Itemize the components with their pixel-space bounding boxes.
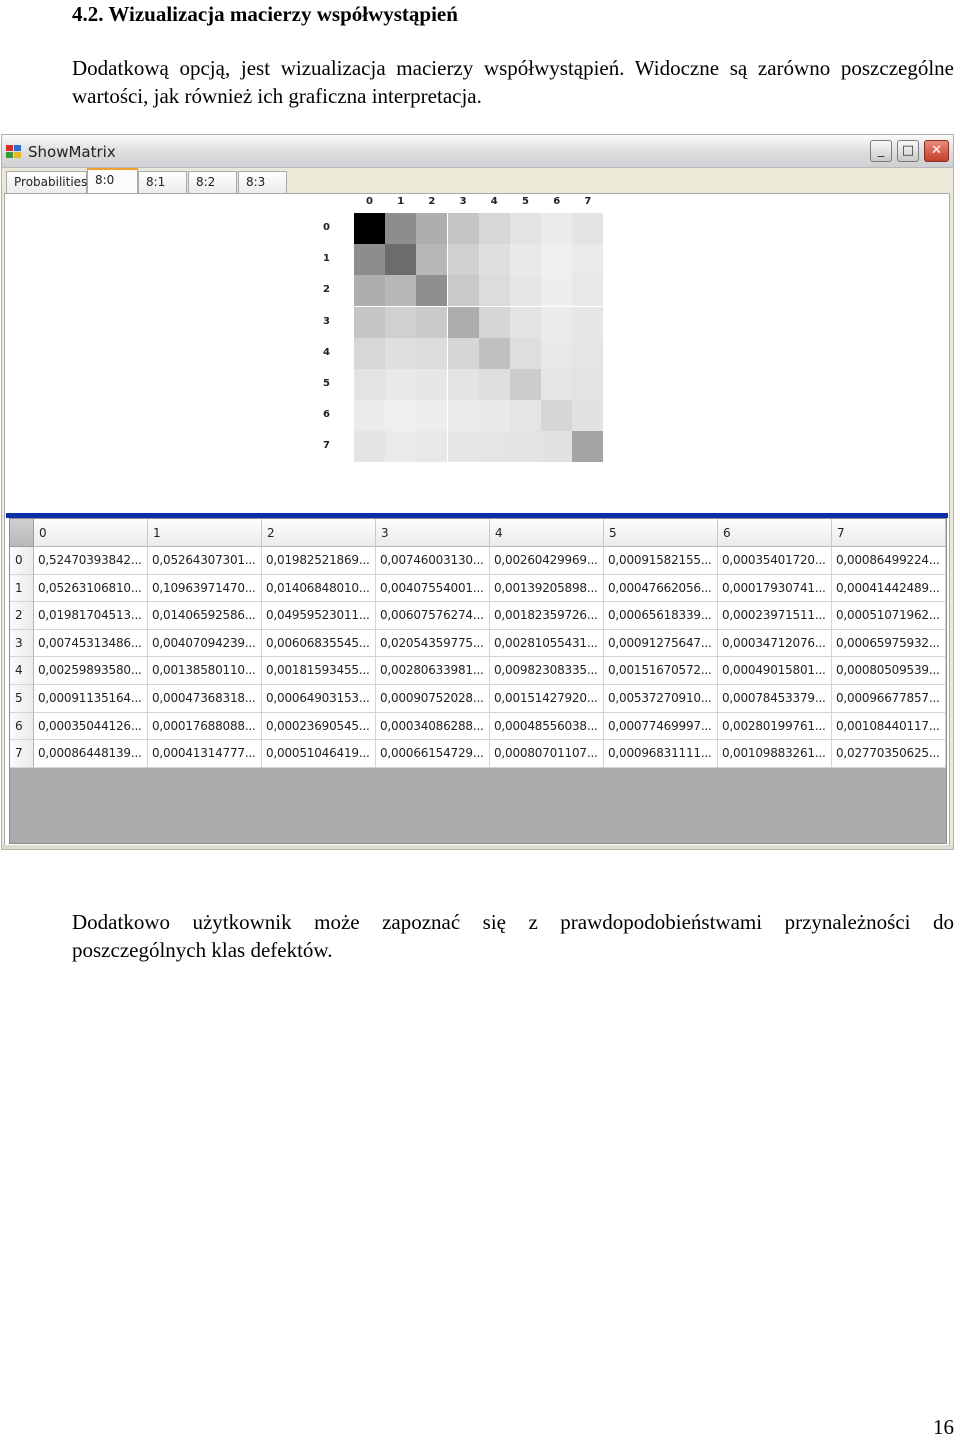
grid-cell[interactable]: 0,00182359726... [490,602,604,630]
grid-cell[interactable]: 0,02054359775... [376,630,490,658]
grid-cell[interactable]: 0,00047662056... [604,575,718,603]
matrix-heat-cell [572,275,603,306]
matrix-heat-cell [479,338,510,369]
grid-cell[interactable]: 0,00064903153... [262,685,376,713]
matrix-heat-cell [572,431,603,462]
grid-cell[interactable]: 0,00138580110... [148,657,262,685]
matrix-heat-cell [354,244,385,275]
matrix-col-label: 4 [490,196,498,207]
matrix-heat-cell [541,244,572,275]
matrix-heat-cell [479,244,510,275]
grid-cell[interactable]: 0,00280633981... [376,657,490,685]
grid-cell[interactable]: 0,00066154729... [376,740,490,768]
grid-row-header[interactable]: 1 [10,575,34,603]
grid-cell[interactable]: 0,00065618339... [604,602,718,630]
grid-cell[interactable]: 0,00109883261... [718,740,832,768]
matrix-col-label: 3 [459,196,467,207]
maximize-button[interactable]: □ [897,140,919,162]
matrix-heat-cell [354,307,385,338]
matrix-visualization [5,194,949,514]
matrix-heat-cell [541,369,572,400]
grid-cell[interactable]: 0,01982521869... [262,547,376,575]
grid-cell[interactable]: 0,00746003130... [376,547,490,575]
table-row[interactable] [10,657,946,685]
tab-panel [4,193,950,847]
matrix-heat-cell [385,369,416,400]
section-heading: 4.2. Wizualizacja macierzy współwystąpień [72,2,458,26]
grid-cell[interactable]: 0,00049015801... [718,657,832,685]
matrix-heat-cell [448,369,479,400]
matrix-heat-cell [416,213,447,244]
minimize-button[interactable]: _ [870,140,892,162]
matrix-heat-cell [354,431,385,462]
grid-row-header[interactable]: 7 [10,740,34,768]
table-row[interactable] [10,740,946,768]
grid-cell[interactable]: 0,00982308335... [490,657,604,685]
matrix-heat-cell [448,213,479,244]
matrix-heat-cell [354,338,385,369]
table-row[interactable] [10,713,946,741]
matrix-col-label: 0 [366,196,373,207]
grid-row-header[interactable]: 3 [10,630,34,658]
grid-cell[interactable]: 0,05264307301... [148,547,262,575]
matrix-heat-cell [354,400,385,431]
matrix-heat-cell [510,213,541,244]
grid-cell[interactable]: 0,00023690545... [262,713,376,741]
grid-cell[interactable]: 0,00035044126... [34,713,148,741]
grid-cell[interactable]: 0,00086499224... [832,547,946,575]
tab-8-1[interactable]: 8:1 [138,171,187,193]
grid-cell[interactable]: 0,00096831111... [604,740,718,768]
grid-cell[interactable]: 0,00041314777... [148,740,262,768]
close-button[interactable]: ✕ [924,140,949,162]
grid-cell[interactable]: 0,00051046419... [262,740,376,768]
matrix-row-label: 5 [323,378,330,389]
grid-cell[interactable]: 0,00034712076... [718,630,832,658]
matrix-heat-cell [479,400,510,431]
matrix-heat-cell [510,275,541,306]
matrix-heat-cell [416,400,447,431]
matrix-heat-cell [416,307,447,338]
tab-probabilities[interactable]: Probabilities [6,171,87,193]
matrix-heat-cell [541,213,572,244]
grid-cell[interactable]: 0,01981704513... [34,602,148,630]
matrix-row-label: 6 [323,409,330,421]
grid-row-header[interactable]: 6 [10,713,34,741]
grid-cell[interactable]: 0,00280199761... [718,713,832,741]
matrix-col-label: 1 [397,196,405,207]
table-row[interactable] [10,602,946,630]
grid-cell[interactable]: 0,00151670572... [604,657,718,685]
matrix-row-label: 2 [323,284,330,296]
grid-cell[interactable]: 0,52470393842... [34,547,148,575]
matrix-heat-cell [541,400,572,431]
tab-strip [4,168,950,194]
grid-cell[interactable]: 0,00017930741... [718,575,832,603]
grid-cell[interactable]: 0,00260429969... [490,547,604,575]
intro-paragraph: Dodatkową opcją, jest wizualizacja macierzy współwystąpień. Widoczne są zarówno poszczególne wartości, jak również ich graficzna interpretacja. [72,56,954,108]
grid-cell[interactable]: 0,00065975932... [832,630,946,658]
matrix-heat-cell [385,213,416,244]
grid-column-header[interactable]: 4 [490,519,604,547]
grid-cell[interactable]: 0,00091275647... [604,630,718,658]
matrix-heat-cell [510,369,541,400]
grid-cell[interactable]: 0,00051071962... [832,602,946,630]
matrix-heat-cell [479,307,510,338]
matrix-heat-cell [541,431,572,462]
matrix-col-label: 7 [584,196,592,207]
grid-cell[interactable]: 0,00041442489... [832,575,946,603]
matrix-col-label: 2 [428,196,436,207]
matrix-heat-cell [479,275,510,306]
grid-cell[interactable]: 0,00407094239... [148,630,262,658]
grid-row-header[interactable]: 0 [10,547,34,575]
grid-cell[interactable]: 0,00259893580... [34,657,148,685]
matrix-heat-cell [385,307,416,338]
matrix-row-label: 4 [323,346,330,358]
grid-cell[interactable]: 0,00281055431... [490,630,604,658]
grid-cell[interactable]: 0,05263106810... [34,575,148,603]
grid-cell[interactable]: 0,10963971470... [148,575,262,603]
grid-cell[interactable]: 0,02770350625... [832,740,946,768]
grid-cell[interactable]: 0,00080509539... [832,657,946,685]
title-bar[interactable] [2,135,953,168]
grid-column-header[interactable]: 7 [832,519,946,547]
matrix-heat-cell [448,275,479,306]
grid-cell[interactable]: 0,00407554001... [376,575,490,603]
grid-cell[interactable]: 0,00091582155... [604,547,718,575]
matrix-heat-cell [354,275,385,306]
matrix-heat-cell [510,431,541,462]
matrix-heat-cell [479,369,510,400]
matrix-heat-cell [479,431,510,462]
matrix-heat-cell [416,275,447,306]
grid-cell[interactable]: 0,00080701107... [490,740,604,768]
grid-cell[interactable]: 0,00606835545... [262,630,376,658]
grid-column-header[interactable]: 3 [376,519,490,547]
matrix-col-label: 5 [522,196,529,207]
matrix-heat-cell [354,369,385,400]
grid-cell[interactable]: 0,00035401720... [718,547,832,575]
window-bottom-border [2,845,953,849]
matrix-heat-cell [510,400,541,431]
matrix-heat-cell [385,400,416,431]
table-row[interactable] [10,685,946,713]
matrix-heat-cell [448,338,479,369]
matrix-col-label: 6 [553,196,561,207]
grid-row-header[interactable]: 2 [10,602,34,630]
grid-cell[interactable]: 0,04959523011... [262,602,376,630]
matrix-heat-cell [416,244,447,275]
matrix-heat-cell [510,244,541,275]
grid-cell[interactable]: 0,00091135164... [34,685,148,713]
tab-8-3[interactable]: 8:3 [238,171,287,193]
grid-column-header[interactable]: 5 [604,519,718,547]
matrix-heat-cell [572,400,603,431]
grid-cell[interactable]: 0,00745313486... [34,630,148,658]
grid-cell[interactable]: 0,00017688088... [148,713,262,741]
matrix-row-label: 0 [323,222,330,233]
grid-cell[interactable]: 0,00086448139... [34,740,148,768]
grid-cell[interactable]: 0,00048556038... [490,713,604,741]
grid-column-header[interactable]: 2 [262,519,376,547]
table-row[interactable] [10,547,946,575]
grid-cell[interactable]: 0,00078453379... [718,685,832,713]
grid-column-header[interactable]: 1 [148,519,262,547]
grid-cell[interactable]: 0,00139205898... [490,575,604,603]
grid-corner[interactable] [10,519,34,547]
matrix-heat-cell [541,338,572,369]
grid-cell[interactable]: 0,00096677857... [832,685,946,713]
app-icon [6,145,22,158]
grid-cell[interactable]: 0,00607576274... [376,602,490,630]
grid-cell[interactable]: 0,00181593455... [262,657,376,685]
grid-cell[interactable]: 0,00047368318... [148,685,262,713]
table-row[interactable] [10,575,946,603]
grid-header-row [10,519,946,547]
matrix-heat-cell [354,213,385,244]
grid-cell[interactable]: 0,00537270910... [604,685,718,713]
matrix-heat-cell [385,338,416,369]
closing-paragraph: Dodatkowo użytkownik może zapoznać się z prawdopodobieństwami przynależności do poszczególnych klas defektów. [72,910,954,962]
grid-cell[interactable]: 0,00023971511... [718,602,832,630]
window-title: ShowMatrix [28,143,116,161]
matrix-heat-cell [385,244,416,275]
matrix-heat-cell [572,338,603,369]
matrix-heat-cell [416,338,447,369]
matrix-heat-cell [448,431,479,462]
matrix-heat-cell [385,431,416,462]
matrix-heat-cell [572,369,603,400]
grid-cell[interactable]: 0,00077469997... [604,713,718,741]
matrix-row-label: 1 [323,253,330,265]
grid-cell[interactable]: 0,01406592586... [148,602,262,630]
matrix-heat-cell [510,338,541,369]
table-row[interactable] [10,630,946,658]
matrix-heat-cell [448,400,479,431]
matrix-heat-cell [572,307,603,338]
matrix-heat-cell [385,275,416,306]
matrix-heat-cell [510,307,541,338]
matrix-row-label: 7 [323,440,330,452]
matrix-heat-cell [416,369,447,400]
matrix-heat-cell [448,244,479,275]
matrix-heat-cell [572,244,603,275]
grid-cell[interactable]: 0,01406848010... [262,575,376,603]
page-number: 16 [933,1415,954,1439]
grid-row-header[interactable]: 5 [10,685,34,713]
showmatrix-window [1,134,954,850]
grid-cell[interactable]: 0,00108440117... [832,713,946,741]
grid-cell[interactable]: 0,00034086288... [376,713,490,741]
matrix-data-grid [9,518,947,844]
tab-8-2[interactable]: 8:2 [188,171,237,193]
matrix-heat-cell [416,431,447,462]
matrix-heat-cell [541,307,572,338]
matrix-heat-cell [448,307,479,338]
grid-column-header[interactable]: 0 [34,519,148,547]
grid-cell[interactable]: 0,00151427920... [490,685,604,713]
grid-column-header[interactable]: 6 [718,519,832,547]
grid-empty-area [10,768,946,843]
grid-row-header[interactable]: 4 [10,657,34,685]
matrix-heat-cell [541,275,572,306]
tab-8-0[interactable]: 8:0 [87,168,138,194]
grid-cell[interactable]: 0,00090752028... [376,685,490,713]
matrix-row-label: 3 [323,315,330,327]
matrix-heat-cell [572,213,603,244]
matrix-heat-cell [479,213,510,244]
